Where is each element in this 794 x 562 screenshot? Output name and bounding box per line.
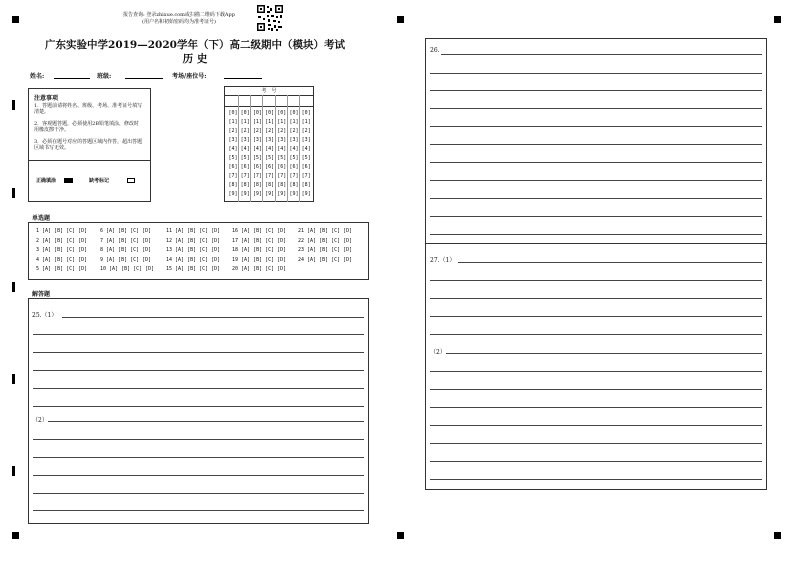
- exam-digit-bubble[interactable]: [8]: [265, 182, 275, 188]
- exam-digit-bubble[interactable]: [6]: [289, 164, 299, 170]
- exam-digit-bubble[interactable]: [6]: [265, 164, 275, 170]
- mcq-question-row[interactable]: 23 [A] [B] [C] [D]: [298, 247, 353, 254]
- notes-divider: [28, 160, 151, 161]
- note-item: 1．答题前请将姓名、班级、考场、准考证号填写清楚。: [34, 103, 143, 115]
- answer-line[interactable]: [430, 316, 762, 317]
- exam-digit-bubble[interactable]: [9]: [301, 191, 311, 197]
- exam-digit-bubble[interactable]: [9]: [240, 191, 250, 197]
- exam-digit-bubble[interactable]: [9]: [289, 191, 299, 197]
- q25-label: 25.（1）: [32, 312, 58, 319]
- answer-line[interactable]: [430, 234, 762, 235]
- exam-digit-bubble[interactable]: [7]: [265, 173, 275, 179]
- exam-digit-bubble[interactable]: [5]: [240, 155, 250, 161]
- exam-digit-bubble[interactable]: [9]: [277, 191, 287, 197]
- answer-line[interactable]: [430, 180, 762, 181]
- answer-line[interactable]: [33, 406, 364, 407]
- exam-digit-bubble[interactable]: [1]: [228, 119, 238, 125]
- exam-digit-bubble[interactable]: [5]: [265, 155, 275, 161]
- exam-digit-bubble[interactable]: [2]: [228, 128, 238, 134]
- missing-mark-checkbox[interactable]: [127, 178, 135, 183]
- answer-line[interactable]: [48, 421, 364, 422]
- corner-mark: [774, 16, 781, 23]
- answer-line[interactable]: [446, 353, 762, 354]
- exam-digit-bubble[interactable]: [1]: [265, 119, 275, 125]
- exam-digit-bubble[interactable]: [5]: [289, 155, 299, 161]
- notice-line-2: (用户名和初始密码均为准考证号): [142, 19, 216, 25]
- answer-line[interactable]: [33, 475, 364, 476]
- answer-line[interactable]: [430, 334, 762, 335]
- notice-line-1: 报告查询: 登录zhixue.com或扫描二维码下载App: [123, 12, 235, 18]
- correct-fill-sample: [64, 178, 73, 183]
- exam-digit-bubble[interactable]: [4]: [228, 146, 238, 152]
- exam-digit-bubble[interactable]: [6]: [228, 164, 238, 170]
- mcq-section-label: 单选题: [32, 215, 51, 222]
- exam-digit-bubble[interactable]: [5]: [277, 155, 287, 161]
- answer-line[interactable]: [430, 461, 762, 462]
- answer-line[interactable]: [430, 108, 762, 109]
- mcq-question-row[interactable]: 9 [A] [B] [C] [D]: [100, 256, 152, 263]
- answer-line[interactable]: [430, 389, 762, 390]
- name-label: 姓名:: [30, 73, 45, 80]
- answer-box-26-27[interactable]: [425, 38, 767, 490]
- exam-digit-bubble[interactable]: [2]: [240, 128, 250, 134]
- answer-line[interactable]: [441, 54, 762, 55]
- answer-line[interactable]: [33, 352, 364, 353]
- exam-digit-bubble[interactable]: [5]: [252, 155, 262, 161]
- exam-digit-bubble[interactable]: [8]: [228, 182, 238, 188]
- q27-part2-label: （2）: [430, 349, 446, 356]
- mcq-question-row[interactable]: 13 [A] [B] [C] [D]: [166, 247, 221, 254]
- exam-digit-bubble[interactable]: [1]: [301, 119, 311, 125]
- exam-digit-bubble[interactable]: [8]: [301, 182, 311, 188]
- answer-line[interactable]: [33, 334, 364, 335]
- exam-digit-bubble[interactable]: [8]: [252, 182, 262, 188]
- answer-line[interactable]: [430, 90, 762, 91]
- answer-line[interactable]: [430, 298, 762, 299]
- exam-digit-bubble[interactable]: [4]: [240, 146, 250, 152]
- mcq-question-row[interactable]: 7 [A] [B] [C] [D]: [100, 237, 152, 244]
- exam-digit-bubble[interactable]: [2]: [301, 128, 311, 134]
- mcq-question-row[interactable]: 2 [A] [B] [C] [D]: [36, 237, 88, 244]
- exam-digit-bubble[interactable]: [0]: [289, 110, 299, 116]
- exam-digit-bubble[interactable]: [2]: [252, 128, 262, 134]
- missing-mark-label: 缺考标记: [89, 178, 110, 184]
- exam-digit-bubble[interactable]: [2]: [265, 128, 275, 134]
- answer-line[interactable]: [458, 262, 762, 263]
- subject-title: 历 史: [182, 53, 208, 65]
- corner-mark: [774, 532, 781, 539]
- exam-digit-bubble[interactable]: [7]: [289, 173, 299, 179]
- note-item: 3．必须在题号对应的答题区域内作答，超出答题区域书写无效。: [34, 139, 143, 151]
- mcq-question-row[interactable]: 8 [A] [B] [C] [D]: [100, 247, 152, 254]
- exam-digit-bubble[interactable]: [3]: [301, 137, 311, 143]
- mcq-question-row[interactable]: 20 [A] [B] [C] [D]: [232, 266, 287, 273]
- mcq-question-row[interactable]: 1 [A] [B] [C] [D]: [36, 228, 88, 234]
- exam-digit-bubble[interactable]: [7]: [277, 173, 287, 179]
- answer-line[interactable]: [33, 439, 364, 440]
- exam-digit-bubble[interactable]: [0]: [301, 110, 311, 116]
- exam-digit-bubble[interactable]: [0]: [265, 110, 275, 116]
- mcq-question-row[interactable]: 21 [A] [B] [C] [D]: [298, 228, 353, 234]
- exam-digit-bubble[interactable]: [5]: [301, 155, 311, 161]
- exam-digit-bubble[interactable]: [3]: [289, 137, 299, 143]
- mcq-question-row[interactable]: 6 [A] [B] [C] [D]: [100, 228, 152, 234]
- timing-mark: [12, 282, 15, 292]
- answer-line[interactable]: [33, 457, 364, 458]
- mcq-question-row[interactable]: 17 [A] [B] [C] [D]: [232, 237, 287, 244]
- exam-digit-bubble[interactable]: [8]: [277, 182, 287, 188]
- exam-digit-bubble[interactable]: [4]: [289, 146, 299, 152]
- exam-digit-bubble[interactable]: [4]: [252, 146, 262, 152]
- q27-label: 27.（1）: [430, 257, 456, 264]
- notes-heading: 注意事项: [34, 95, 59, 102]
- mcq-question-row[interactable]: 12 [A] [B] [C] [D]: [166, 237, 221, 244]
- exam-digit-bubble[interactable]: [1]: [240, 119, 250, 125]
- exam-digit-bubble[interactable]: [1]: [252, 119, 262, 125]
- mcq-question-row[interactable]: 22 [A] [B] [C] [D]: [298, 237, 353, 244]
- answer-line[interactable]: [430, 443, 762, 444]
- exam-digit-bubble[interactable]: [7]: [252, 173, 262, 179]
- room-seat-field[interactable]: [224, 78, 262, 79]
- exam-digit-bubble[interactable]: [4]: [301, 146, 311, 152]
- answer-line[interactable]: [430, 425, 762, 426]
- answer-line[interactable]: [430, 73, 762, 74]
- exam-digit-bubble[interactable]: [1]: [289, 119, 299, 125]
- answer-line[interactable]: [430, 371, 762, 372]
- exam-digit-bubble[interactable]: [5]: [228, 155, 238, 161]
- exam-digit-bubble[interactable]: [4]: [277, 146, 287, 152]
- answer-line[interactable]: [430, 126, 762, 127]
- exam-digit-bubble[interactable]: [6]: [277, 164, 287, 170]
- class-field[interactable]: [125, 78, 163, 79]
- mcq-question-row[interactable]: 15 [A] [B] [C] [D]: [166, 266, 221, 273]
- qr-code-icon: [256, 4, 284, 32]
- answer-line[interactable]: [430, 407, 762, 408]
- exam-digit-bubble[interactable]: [8]: [289, 182, 299, 188]
- answer-line[interactable]: [430, 162, 762, 163]
- exam-digit-bubble[interactable]: [6]: [240, 164, 250, 170]
- mcq-question-row[interactable]: 5 [A] [B] [C] [D]: [36, 266, 88, 273]
- exam-digit-bubble[interactable]: [9]: [252, 191, 262, 197]
- corner-mark: [12, 532, 19, 539]
- timing-mark: [12, 100, 15, 110]
- answer-line[interactable]: [430, 280, 762, 281]
- exam-digit-bubble[interactable]: [0]: [240, 110, 250, 116]
- mcq-question-row[interactable]: 4 [A] [B] [C] [D]: [36, 256, 88, 263]
- exam-digit-bubble[interactable]: [7]: [301, 173, 311, 179]
- exam-digit-bubble[interactable]: [2]: [277, 128, 287, 134]
- exam-digit-bubble[interactable]: [7]: [228, 173, 238, 179]
- exam-digit-bubble[interactable]: [3]: [277, 137, 287, 143]
- answer-box-25[interactable]: [28, 298, 369, 524]
- exam-digit-bubble[interactable]: [7]: [240, 173, 250, 179]
- answer-line[interactable]: [33, 388, 364, 389]
- q26-label: 26.: [430, 47, 440, 54]
- answer-line[interactable]: [430, 198, 762, 199]
- exam-digit-bubble[interactable]: [9]: [265, 191, 275, 197]
- answers-section-label: 解答题: [32, 291, 51, 298]
- answer-line[interactable]: [33, 493, 364, 494]
- exam-number-header: 考 号: [261, 88, 277, 94]
- exam-digit-bubble[interactable]: [8]: [240, 182, 250, 188]
- exam-digit-bubble[interactable]: [2]: [289, 128, 299, 134]
- mcq-question-row[interactable]: 14 [A] [B] [C] [D]: [166, 256, 221, 263]
- corner-mark: [12, 16, 19, 23]
- answer-line[interactable]: [33, 510, 364, 511]
- exam-digit-bubble[interactable]: [3]: [228, 137, 238, 143]
- mcq-question-row[interactable]: 24 [A] [B] [C] [D]: [298, 256, 353, 263]
- exam-digit-bubble[interactable]: [3]: [240, 137, 250, 143]
- answer-line[interactable]: [33, 370, 364, 371]
- corner-mark: [397, 532, 404, 539]
- answer-line[interactable]: [62, 317, 364, 318]
- exam-digit-bubble[interactable]: [4]: [265, 146, 275, 152]
- class-label: 班级:: [97, 73, 112, 80]
- timing-mark: [12, 188, 15, 198]
- mcq-question-row[interactable]: 19 [A] [B] [C] [D]: [232, 256, 287, 263]
- mcq-question-row[interactable]: 11 [A] [B] [C] [D]: [166, 228, 221, 234]
- exam-digit-bubble[interactable]: [0]: [277, 110, 287, 116]
- answer-line[interactable]: [430, 216, 762, 217]
- exam-digit-bubble[interactable]: [6]: [252, 164, 262, 170]
- exam-digit-bubble[interactable]: [6]: [301, 164, 311, 170]
- mcq-question-row[interactable]: 10 [A] [B] [C] [D]: [100, 266, 155, 273]
- exam-digit-bubble[interactable]: [0]: [228, 110, 238, 116]
- exam-digit-bubble[interactable]: [3]: [252, 137, 262, 143]
- answer-line[interactable]: [430, 479, 762, 480]
- correct-fill-label: 正确填涂: [36, 178, 57, 184]
- note-item: 2．客观题答题，必须使用2B铅笔填涂，修改时用橡皮擦干净。: [34, 121, 140, 133]
- exam-digit-bubble[interactable]: [0]: [252, 110, 262, 116]
- name-field[interactable]: [54, 78, 90, 79]
- exam-digit-bubble[interactable]: [1]: [277, 119, 287, 125]
- q25-part2-label: （2）: [32, 417, 48, 424]
- answer-line[interactable]: [430, 144, 762, 145]
- mcq-question-row[interactable]: 16 [A] [B] [C] [D]: [232, 228, 287, 234]
- corner-mark: [397, 16, 404, 23]
- exam-digit-bubble[interactable]: [3]: [265, 137, 275, 143]
- mcq-question-row[interactable]: 18 [A] [B] [C] [D]: [232, 247, 287, 254]
- page-title: 广东实验中学2019—2020学年（下）高二级期中（模块）考试: [45, 39, 345, 51]
- q26-q27-divider: [425, 243, 767, 244]
- mcq-question-row[interactable]: 3 [A] [B] [C] [D]: [36, 247, 88, 254]
- timing-mark: [12, 374, 15, 384]
- timing-mark: [12, 466, 15, 476]
- room-seat-label: 考场/座位号:: [172, 73, 207, 80]
- exam-digit-bubble[interactable]: [9]: [228, 191, 238, 197]
